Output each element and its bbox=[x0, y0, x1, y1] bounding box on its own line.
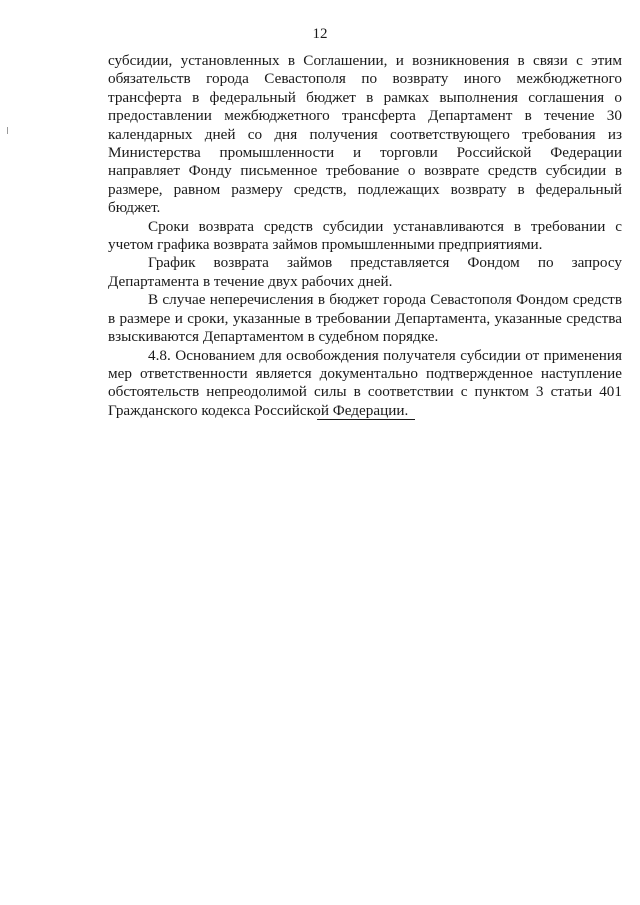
closing-rule bbox=[317, 419, 415, 420]
page-number: 12 bbox=[312, 26, 328, 42]
paragraph-return-deadlines: Сроки возврата средств субсидии устанавливаются в требовании с учетом графика возврата займов промышленными предприятиями. bbox=[108, 217, 622, 254]
paragraph-4-8-force-majeure: 4.8. Основанием для освобождения получателя субсидии от применения мер ответственности является документально подтвержденное наступление обстоятельств непреодолимой силы в соответствии с пунктом 3 статьи 401 Гражданского кодекса Российской Федерации. bbox=[108, 346, 622, 419]
paragraph-continuation: субсидии, установленных в Соглашении, и возникновения в связи с этим обязательств города Севастополя по возврату иного межбюджетного трансферта в федеральный бюджет в рамках выполнения соглашения о предоставлении межбюджетного трансферта Департамент в течение 30 календарных дней со дня получения соответствующего требования из Министерства промышленности и торговли Российской Федерации направляет Фонду письменное требование о возврате средств субсидии в размере, равном размеру средств, подлежащих возврату в федеральный бюджет. bbox=[108, 52, 622, 217]
scan-margin-mark bbox=[7, 127, 8, 134]
paragraph-repayment-schedule: График возврата займов представляется Фондом по запросу Департамента в течение двух рабочих дней. bbox=[108, 254, 622, 290]
document-body bbox=[108, 52, 622, 420]
paragraph-non-transfer: В случае неперечисления в бюджет города Севастополя Фондом средств в размере и сроки, указанные в требовании Департамента, указанные средства взыскиваются Департаментом в судебном порядке. bbox=[108, 291, 622, 346]
